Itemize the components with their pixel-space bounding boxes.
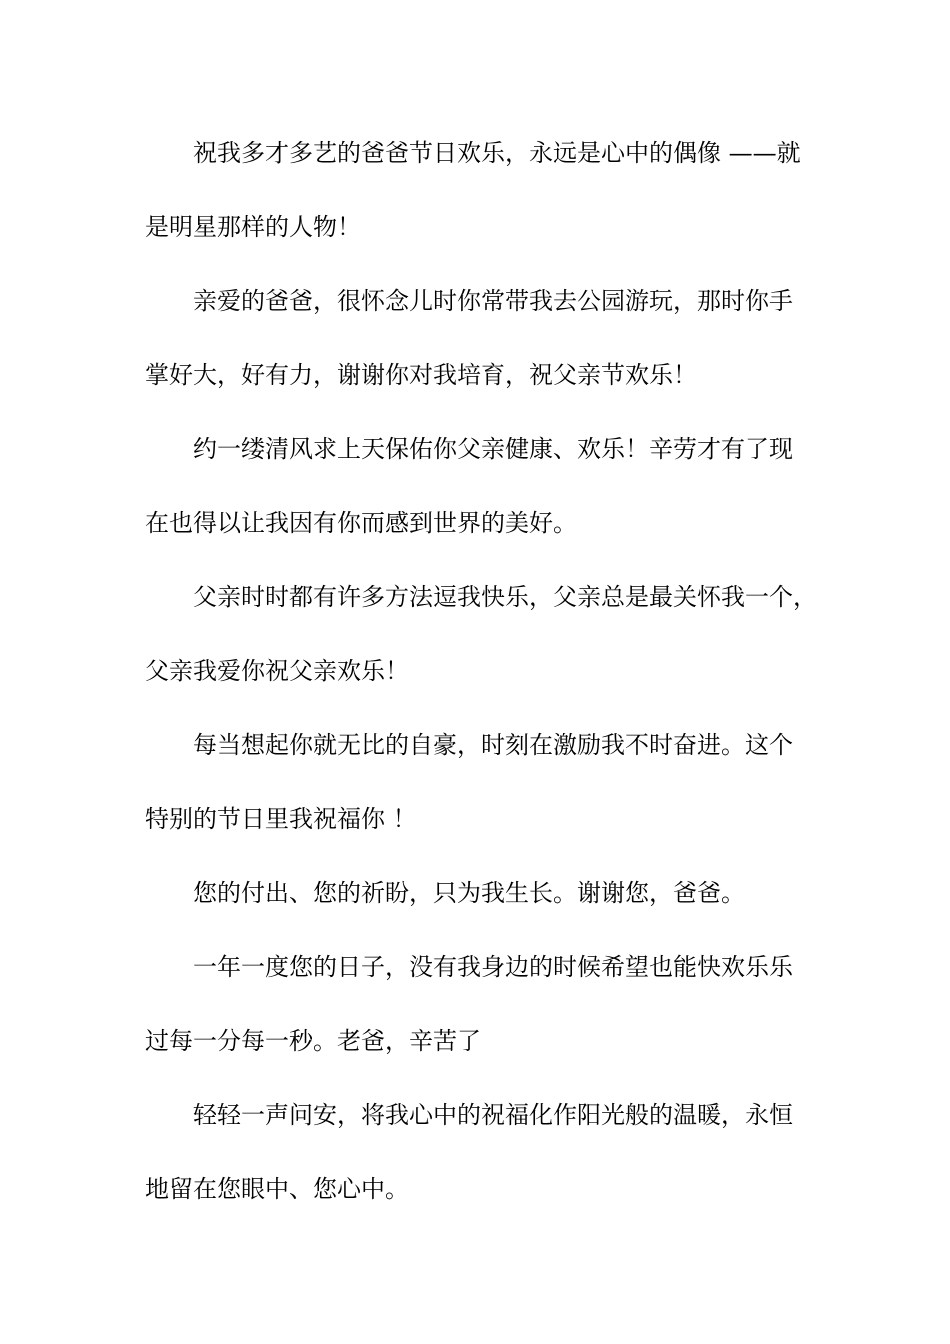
paragraph-3-line-2: 在也得以让我因有你而感到世界的美好。: [145, 509, 577, 537]
paragraph-2-line-1: 亲爱的爸爸，很怀念儿时你常带我去公园游玩，那时你手: [193, 287, 793, 315]
paragraph-7-line-2: 过每一分每一秒。老爸，辛苦了: [145, 1027, 481, 1055]
paragraph-5-line-1: 每当想起你就无比的自豪，时刻在激励我不时奋进。这个: [193, 731, 793, 759]
paragraph-2-line-2: 掌好大，好有力，谢谢你对我培育，祝父亲节欢乐！: [145, 361, 697, 389]
paragraph-1-line-2: 是明星那样的人物！: [145, 213, 361, 241]
paragraph-8-line-1: 轻轻一声问安，将我心中的祝福化作阳光般的温暖，永恒: [193, 1101, 793, 1129]
paragraph-5-line-2: 特别的节日里我祝福你 ！: [145, 805, 417, 833]
paragraph-3-line-1: 约一缕清风求上天保佑你父亲健康、欢乐！辛劳才有了现: [193, 435, 793, 463]
paragraph-1-line-1: 祝我多才多艺的爸爸节日欢乐，永远是心中的偶像 ——就: [193, 139, 801, 167]
paragraph-6-line-1: 您的付出、您的祈盼，只为我生长。谢谢您，爸爸。: [193, 879, 745, 907]
paragraph-8-line-2: 地留在您眼中、您心中。: [145, 1175, 409, 1203]
paragraph-4-line-1: 父亲时时都有许多方法逗我快乐，父亲总是最关怀我一个，: [193, 583, 817, 611]
paragraph-4-line-2: 父亲我爱你祝父亲欢乐！: [145, 657, 409, 685]
paragraph-7-line-1: 一年一度您的日子，没有我身边的时候希望也能快欢乐乐: [193, 953, 793, 981]
